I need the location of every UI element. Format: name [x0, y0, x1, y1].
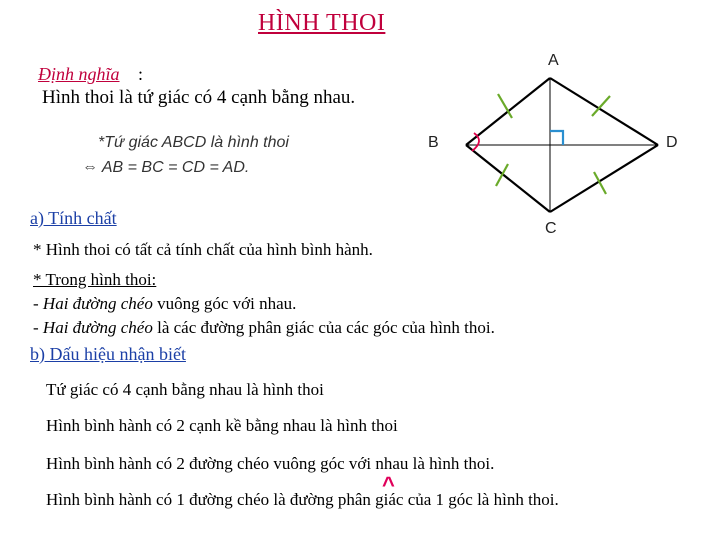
properties-heading: a) Tính chất	[30, 208, 117, 228]
page-title: HÌNH THOI	[258, 10, 386, 36]
right-angle-mark	[550, 131, 563, 145]
sign-item-2: Hình bình hành có 2 cạnh kề bằng nhau là hình thoi	[46, 416, 398, 435]
property-line-2: * Trong hình thoi:	[33, 270, 157, 289]
vertex-label-D: D	[666, 134, 678, 151]
definition-colon: :	[138, 64, 144, 84]
property-line-4-text: là các đường phân giác của các góc của hình thoi.	[152, 318, 495, 337]
example-statement: *Tứ giác ABCD là hình thoi	[98, 134, 289, 151]
edge-BC	[466, 145, 550, 212]
sign-item-3: Hình bình hành có 2 đường chéo vuông góc với nhau là hình thoi.	[46, 454, 495, 473]
vertex-label-B: B	[428, 134, 439, 151]
edge-CD	[550, 145, 658, 212]
angle-arc-B	[472, 133, 479, 151]
example-equivalence: ⇔ AB = BC = CD = AD.	[82, 159, 250, 176]
definition-label: Định nghĩa	[38, 64, 120, 84]
signs-heading: b) Dấu hiệu nhận biết	[30, 344, 186, 364]
property-line-1: * Hình thoi có tất cả tính chất của hình bình hành.	[33, 240, 373, 259]
caret-mark: ^	[382, 472, 395, 497]
definition-text: Hình thoi là tứ giác có 4 cạnh bằng nhau.	[42, 87, 356, 108]
vertex-label-C: C	[545, 220, 557, 237]
sign-item-1: Tứ giác có 4 cạnh bằng nhau là hình thoi	[46, 380, 324, 399]
tick-BC	[496, 164, 508, 186]
property-line-3	[33, 294, 296, 314]
property-line-4	[33, 318, 495, 338]
vertex-label-A: A	[548, 52, 559, 69]
edge-AD	[550, 78, 658, 145]
property-line-3-diagonals: - Hai đường chéo	[33, 294, 153, 313]
property-line-3-text: vuông góc với nhau.	[152, 294, 297, 313]
sign-item-4: Hình bình hành có 1 đường chéo là đường phân giác của 1 góc là hình thoi.	[46, 490, 559, 509]
property-line-4-diagonals: - Hai đường chéo	[33, 318, 153, 337]
equal-side-ticks	[496, 94, 610, 194]
